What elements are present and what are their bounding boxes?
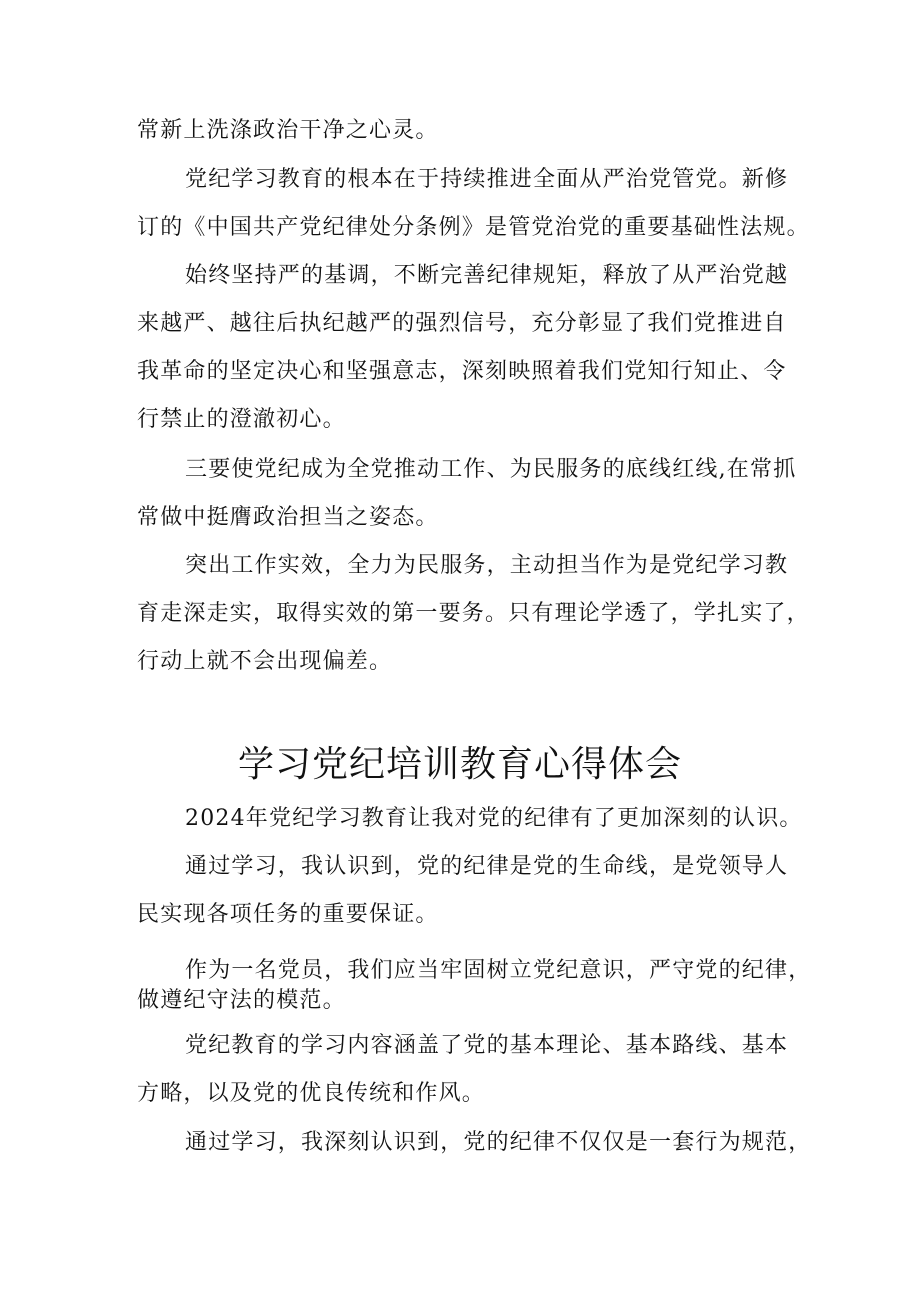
text-line: 做遵纪守法的模范。 xyxy=(137,988,346,1013)
text-line: 三要使党纪成为全党推动工作、为民服务的底线红线,在常抓 xyxy=(185,457,797,482)
text-line: 作为一名党员，我们应当牢固树立党纪意识，严守党的纪律， xyxy=(185,958,812,983)
text-line: 民实现各项任务的重要保证。 xyxy=(137,902,439,927)
text-line: 常新上洗涤政治干净之心灵。 xyxy=(137,118,439,143)
text-line: 2024年党纪学习教育让我对党的纪律有了更加深刻的认识。 xyxy=(185,806,803,831)
text-line: 党纪教育的学习内容涵盖了党的基本理论、基本路线、基本 xyxy=(185,1033,789,1058)
text-line: 党纪学习教育的根本在于持续推进全面从严治党管党。新修 xyxy=(185,167,789,192)
text-line: 方略，以及党的优良传统和作风。 xyxy=(137,1081,486,1106)
text-line: 我革命的坚定决心和坚强意志，深刻映照着我们党知行知止、令 xyxy=(137,359,787,384)
text-line: 订的《中国共产党纪律处分条例》是管党治党的重要基础性法规。 xyxy=(137,215,810,240)
text-line: 来越严、越往后执纪越严的强烈信号，充分彰显了我们党推进自 xyxy=(137,311,787,336)
text-line: 始终坚持严的基调，不断完善纪律规矩，释放了从严治党越 xyxy=(185,263,789,288)
text-line: 行动上就不会出现偏差。 xyxy=(137,649,393,674)
text-line: 常做中挺膺政治担当之姿态。 xyxy=(137,505,439,530)
text-line: 通过学习，我深刻认识到，党的纪律不仅仅是一套行为规范， xyxy=(185,1130,812,1155)
text-line: 育走深走实，取得实效的第一要务。只有理论学透了，学扎实了， xyxy=(137,601,810,626)
text-line: 突出工作实效，全力为民服务，主动担当作为是党纪学习教 xyxy=(185,553,789,578)
document-title: 学习党纪培训教育心得体会 xyxy=(237,744,682,785)
text-line: 行禁止的澄澈初心。 xyxy=(137,407,346,432)
text-line: 通过学习，我认识到，党的纪律是党的生命线，是党领导人 xyxy=(185,854,789,879)
